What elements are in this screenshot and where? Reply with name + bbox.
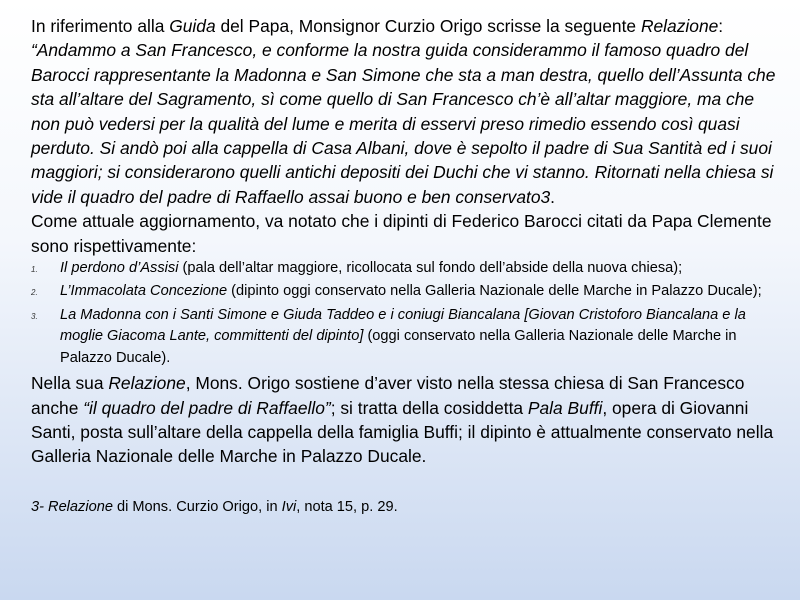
relazione-text-2: del Papa, Monsignor Curzio Origo scrisse la seguente	[215, 16, 641, 36]
footnote-ref: 3- Relazione	[31, 498, 113, 515]
painting-title: L’Immacolata Concezione	[60, 283, 228, 300]
relazione-text-1: In riferimento alla	[31, 16, 170, 36]
relazione-title: Relazione	[640, 16, 719, 36]
update-paragraph: Come attuale aggiornamento, va notato che i dipinti di Federico Barocci citati da Papa Clemente sono rispettivamente:	[31, 211, 772, 256]
footnote	[31, 469, 780, 517]
relazione-paragraph	[31, 14, 780, 209]
buffi-text-2: , Mons. Origo sostiene d’aver visto nella stessa chiesa di San Francesco anche	[31, 373, 745, 418]
relazione-colon: :	[718, 16, 724, 36]
paintings-list	[31, 258, 780, 369]
buffi-text-1: Nella sua	[31, 373, 109, 394]
relazione-quote: “Andammo a San Francesco, e conforme la nostra guida considerammo il famoso quadro del Barocci rappresentante la Madonna e San Simone che sta a man destra, quello dell’Assunta che sta all’altare del Sagramento, sì come quello di San Francesco ch’è all’altar maggiore, ma che non può vedersi per la qualità del lume e merita di esservi preso rimedio essendo così quasi perduto. Si andò poi alla cappella di Casa Albani, dove è sepolto il padre di Sua Santità ed i suoi maggiori; si considerarono quelli antichi depositi dei Duchi che vi stanno. Ritornati nella chiesa si vide il quadro del padre di Raffaello assai buono e ben conservato3	[31, 40, 776, 207]
painting-title: Il perdono d’Assisi	[60, 260, 179, 277]
list-number: 2.	[31, 288, 38, 298]
buffi-text-4: , opera di Giovanni Santi, posta sull’altare della cappella della famiglia Buffi; il dipinto è attualmente conservato nella Galleria Nazionale delle Marche in Palazzo Ducale.	[31, 397, 774, 467]
list-item	[31, 281, 780, 302]
pala-buffi-title: Pala Buffi	[527, 397, 603, 418]
buffi-relazione: Relazione	[108, 373, 186, 394]
buffi-quote: “il quadro del padre di Raffaello”	[83, 397, 331, 418]
list-number: 1.	[31, 265, 38, 275]
buffi-paragraph	[31, 371, 780, 469]
painting-title: La Madonna con i Santi Simone e Giuda Taddeo e i coniugi Biancalana [Giovan Cristoforo Biancalana e la moglie Giacoma Lante, committenti del dipinto]	[60, 306, 746, 345]
footnote-text-2: , nota 15, p. 29.	[296, 498, 398, 515]
painting-desc: (pala dell’altar maggiore, ricollocata sul fondo dell’abside della nuova chiesa);	[178, 260, 683, 277]
painting-desc: (oggi conservato nella Galleria Nazionale delle Marche in Palazzo Ducale).	[60, 328, 737, 366]
relazione-end: .	[550, 186, 556, 207]
list-item	[31, 305, 780, 369]
guida-title: Guida	[169, 16, 216, 36]
list-item	[31, 258, 780, 279]
list-number: 3.	[31, 311, 38, 321]
buffi-text-3: ; si tratta della cosiddetta	[330, 397, 528, 418]
footnote-ivi: Ivi	[281, 498, 297, 515]
painting-desc: (dipinto oggi conservato nella Galleria Nazionale delle Marche in Palazzo Ducale);	[227, 283, 762, 300]
footnote-text-1: di Mons. Curzio Origo, in	[112, 498, 282, 515]
